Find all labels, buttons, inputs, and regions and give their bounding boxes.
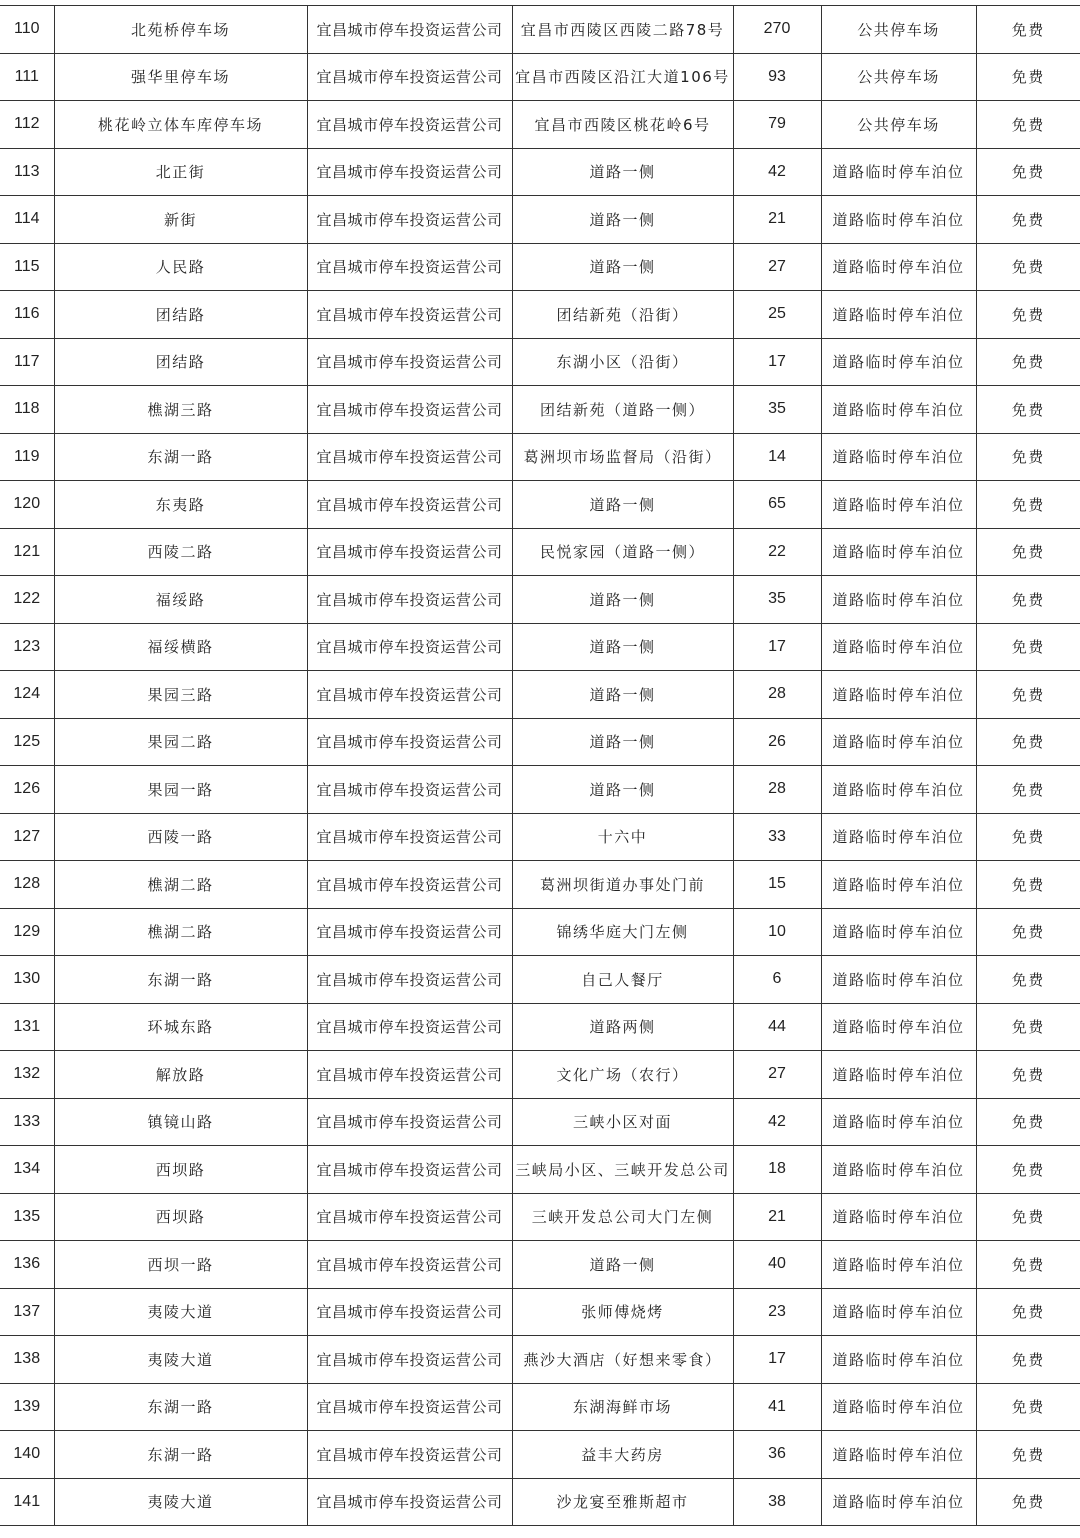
row-number-cell: 118 (0, 386, 54, 434)
table-row (0, 718, 1080, 766)
fee-cell: 免费 (976, 53, 1080, 101)
location-cell: 张师傅烧烤 (512, 1288, 733, 1336)
parking-type-cell: 道路临时停车泊位 (821, 956, 976, 1004)
space-count-cell: 6 (733, 956, 821, 1004)
row-number-cell: 131 (0, 1003, 54, 1051)
table-row (0, 1051, 1080, 1099)
table-row (0, 481, 1080, 529)
location-cell: 三峡开发总公司大门左侧 (512, 1193, 733, 1241)
location-cell: 道路一侧 (512, 243, 733, 291)
table-row (0, 1098, 1080, 1146)
row-number-cell: 128 (0, 861, 54, 909)
parking-name-cell: 强华里停车场 (54, 53, 307, 101)
parking-type-cell: 道路临时停车泊位 (821, 623, 976, 671)
parking-name-cell: 东夷路 (54, 481, 307, 529)
location-cell: 益丰大药房 (512, 1431, 733, 1479)
table-row (0, 671, 1080, 719)
parking-name-cell: 果园三路 (54, 671, 307, 719)
parking-type-cell: 道路临时停车泊位 (821, 1146, 976, 1194)
row-number-cell: 137 (0, 1288, 54, 1336)
operator-cell: 宜昌城市停车投资运营公司 (307, 1051, 512, 1099)
location-cell: 道路一侧 (512, 623, 733, 671)
parking-name-cell: 西坝一路 (54, 1241, 307, 1289)
fee-cell: 免费 (976, 338, 1080, 386)
space-count-cell: 33 (733, 813, 821, 861)
operator-cell: 宜昌城市停车投资运营公司 (307, 1193, 512, 1241)
parking-type-cell: 道路临时停车泊位 (821, 196, 976, 244)
location-cell: 三峡小区对面 (512, 1098, 733, 1146)
operator-cell: 宜昌城市停车投资运营公司 (307, 53, 512, 101)
location-cell: 自己人餐厅 (512, 956, 733, 1004)
parking-name-cell: 果园一路 (54, 766, 307, 814)
space-count-cell: 23 (733, 1288, 821, 1336)
table-row (0, 53, 1080, 101)
fee-cell: 免费 (976, 481, 1080, 529)
operator-cell: 宜昌城市停车投资运营公司 (307, 1478, 512, 1526)
table-row (0, 1383, 1080, 1431)
operator-cell: 宜昌城市停车投资运营公司 (307, 908, 512, 956)
fee-cell: 免费 (976, 1003, 1080, 1051)
row-number-cell: 138 (0, 1336, 54, 1384)
fee-cell: 免费 (976, 718, 1080, 766)
fee-cell: 免费 (976, 528, 1080, 576)
fee-cell: 免费 (976, 623, 1080, 671)
operator-cell: 宜昌城市停车投资运营公司 (307, 623, 512, 671)
table-row (0, 1003, 1080, 1051)
parking-type-cell: 道路临时停车泊位 (821, 671, 976, 719)
row-number-cell: 129 (0, 908, 54, 956)
parking-type-cell: 公共停车场 (821, 101, 976, 149)
space-count-cell: 25 (733, 291, 821, 339)
row-number-cell: 135 (0, 1193, 54, 1241)
fee-cell: 免费 (976, 291, 1080, 339)
row-number-cell: 140 (0, 1431, 54, 1479)
table-row (0, 386, 1080, 434)
location-cell: 道路一侧 (512, 671, 733, 719)
space-count-cell: 28 (733, 671, 821, 719)
space-count-cell: 42 (733, 1098, 821, 1146)
space-count-cell: 27 (733, 1051, 821, 1099)
row-number-cell: 112 (0, 101, 54, 149)
parking-name-cell: 团结路 (54, 338, 307, 386)
row-number-cell: 113 (0, 148, 54, 196)
parking-type-cell: 道路临时停车泊位 (821, 243, 976, 291)
operator-cell: 宜昌城市停车投资运营公司 (307, 243, 512, 291)
parking-name-cell: 人民路 (54, 243, 307, 291)
operator-cell: 宜昌城市停车投资运营公司 (307, 718, 512, 766)
operator-cell: 宜昌城市停车投资运营公司 (307, 766, 512, 814)
fee-cell: 免费 (976, 1193, 1080, 1241)
parking-type-cell: 道路临时停车泊位 (821, 433, 976, 481)
space-count-cell: 17 (733, 338, 821, 386)
row-number-cell: 123 (0, 623, 54, 671)
operator-cell: 宜昌城市停车投资运营公司 (307, 956, 512, 1004)
fee-cell: 免费 (976, 1051, 1080, 1099)
operator-cell: 宜昌城市停车投资运营公司 (307, 1003, 512, 1051)
location-cell: 锦绣华庭大门左侧 (512, 908, 733, 956)
fee-cell: 免费 (976, 1098, 1080, 1146)
table-row (0, 956, 1080, 1004)
space-count-cell: 35 (733, 386, 821, 434)
table-row (0, 1478, 1080, 1526)
row-number-cell: 122 (0, 576, 54, 624)
location-cell: 道路一侧 (512, 148, 733, 196)
parking-name-cell: 东湖一路 (54, 433, 307, 481)
table-row (0, 1146, 1080, 1194)
parking-name-cell: 新街 (54, 196, 307, 244)
parking-name-cell: 夷陵大道 (54, 1478, 307, 1526)
row-number-cell: 139 (0, 1383, 54, 1431)
space-count-cell: 26 (733, 718, 821, 766)
location-cell: 东湖小区（沿街） (512, 338, 733, 386)
parking-type-cell: 道路临时停车泊位 (821, 1003, 976, 1051)
space-count-cell: 270 (733, 6, 821, 54)
location-cell: 宜昌市西陵区西陵二路78号 (512, 6, 733, 54)
operator-cell: 宜昌城市停车投资运营公司 (307, 481, 512, 529)
space-count-cell: 21 (733, 1193, 821, 1241)
parking-type-cell: 公共停车场 (821, 6, 976, 54)
row-number-cell: 110 (0, 6, 54, 54)
operator-cell: 宜昌城市停车投资运营公司 (307, 6, 512, 54)
fee-cell: 免费 (976, 766, 1080, 814)
operator-cell: 宜昌城市停车投资运营公司 (307, 196, 512, 244)
table-row (0, 1193, 1080, 1241)
location-cell: 团结新苑（沿街） (512, 291, 733, 339)
parking-name-cell: 东湖一路 (54, 956, 307, 1004)
row-number-cell: 111 (0, 53, 54, 101)
operator-cell: 宜昌城市停车投资运营公司 (307, 1288, 512, 1336)
table-row (0, 243, 1080, 291)
row-number-cell: 120 (0, 481, 54, 529)
parking-type-cell: 道路临时停车泊位 (821, 1098, 976, 1146)
parking-name-cell: 西陵二路 (54, 528, 307, 576)
space-count-cell: 38 (733, 1478, 821, 1526)
parking-type-cell: 道路临时停车泊位 (821, 1051, 976, 1099)
operator-cell: 宜昌城市停车投资运营公司 (307, 1241, 512, 1289)
fee-cell: 免费 (976, 908, 1080, 956)
parking-name-cell: 福绥横路 (54, 623, 307, 671)
fee-cell: 免费 (976, 861, 1080, 909)
parking-type-cell: 道路临时停车泊位 (821, 813, 976, 861)
parking-name-cell: 樵湖二路 (54, 908, 307, 956)
location-cell: 沙龙宴至雅斯超市 (512, 1478, 733, 1526)
table-row (0, 101, 1080, 149)
row-number-cell: 126 (0, 766, 54, 814)
fee-cell: 免费 (976, 101, 1080, 149)
parking-name-cell: 果园二路 (54, 718, 307, 766)
parking-name-cell: 西坝路 (54, 1146, 307, 1194)
location-cell: 燕沙大酒店（好想来零食） (512, 1336, 733, 1384)
parking-type-cell: 道路临时停车泊位 (821, 1336, 976, 1384)
table-row (0, 148, 1080, 196)
table-row (0, 1241, 1080, 1289)
parking-type-cell: 道路临时停车泊位 (821, 1431, 976, 1479)
parking-name-cell: 北苑桥停车场 (54, 6, 307, 54)
table-body (0, 6, 1080, 1526)
fee-cell: 免费 (976, 433, 1080, 481)
location-cell: 道路一侧 (512, 576, 733, 624)
parking-name-cell: 解放路 (54, 1051, 307, 1099)
fee-cell: 免费 (976, 956, 1080, 1004)
fee-cell: 免费 (976, 243, 1080, 291)
row-number-cell: 125 (0, 718, 54, 766)
location-cell: 东湖海鲜市场 (512, 1383, 733, 1431)
table-row (0, 813, 1080, 861)
table-row (0, 1431, 1080, 1479)
parking-type-cell: 道路临时停车泊位 (821, 1288, 976, 1336)
fee-cell: 免费 (976, 671, 1080, 719)
parking-name-cell: 夷陵大道 (54, 1336, 307, 1384)
row-number-cell: 127 (0, 813, 54, 861)
parking-type-cell: 道路临时停车泊位 (821, 718, 976, 766)
location-cell: 道路一侧 (512, 196, 733, 244)
table-row (0, 338, 1080, 386)
parking-type-cell: 道路临时停车泊位 (821, 766, 976, 814)
location-cell: 民悦家园（道路一侧） (512, 528, 733, 576)
fee-cell: 免费 (976, 148, 1080, 196)
space-count-cell: 21 (733, 196, 821, 244)
parking-type-cell: 道路临时停车泊位 (821, 861, 976, 909)
row-number-cell: 130 (0, 956, 54, 1004)
space-count-cell: 28 (733, 766, 821, 814)
parking-type-cell: 道路临时停车泊位 (821, 338, 976, 386)
parking-type-cell: 公共停车场 (821, 53, 976, 101)
space-count-cell: 15 (733, 861, 821, 909)
fee-cell: 免费 (976, 1288, 1080, 1336)
parking-name-cell: 福绥路 (54, 576, 307, 624)
operator-cell: 宜昌城市停车投资运营公司 (307, 101, 512, 149)
row-number-cell: 124 (0, 671, 54, 719)
fee-cell: 免费 (976, 386, 1080, 434)
parking-name-cell: 东湖一路 (54, 1431, 307, 1479)
parking-type-cell: 道路临时停车泊位 (821, 291, 976, 339)
table-row (0, 623, 1080, 671)
parking-name-cell: 东湖一路 (54, 1383, 307, 1431)
table-row (0, 6, 1080, 54)
parking-type-cell: 道路临时停车泊位 (821, 148, 976, 196)
location-cell: 团结新苑（道路一侧） (512, 386, 733, 434)
row-number-cell: 121 (0, 528, 54, 576)
parking-type-cell: 道路临时停车泊位 (821, 481, 976, 529)
operator-cell: 宜昌城市停车投资运营公司 (307, 1146, 512, 1194)
space-count-cell: 44 (733, 1003, 821, 1051)
operator-cell: 宜昌城市停车投资运营公司 (307, 861, 512, 909)
location-cell: 道路一侧 (512, 718, 733, 766)
space-count-cell: 35 (733, 576, 821, 624)
table-row (0, 861, 1080, 909)
parking-name-cell: 西陵一路 (54, 813, 307, 861)
row-number-cell: 114 (0, 196, 54, 244)
parking-name-cell: 团结路 (54, 291, 307, 339)
space-count-cell: 40 (733, 1241, 821, 1289)
parking-name-cell: 西坝路 (54, 1193, 307, 1241)
fee-cell: 免费 (976, 1336, 1080, 1384)
parking-type-cell: 道路临时停车泊位 (821, 386, 976, 434)
operator-cell: 宜昌城市停车投资运营公司 (307, 1098, 512, 1146)
location-cell: 道路一侧 (512, 481, 733, 529)
table-row (0, 291, 1080, 339)
fee-cell: 免费 (976, 1146, 1080, 1194)
fee-cell: 免费 (976, 1383, 1080, 1431)
parking-type-cell: 道路临时停车泊位 (821, 1383, 976, 1431)
fee-cell: 免费 (976, 576, 1080, 624)
table-row (0, 196, 1080, 244)
operator-cell: 宜昌城市停车投资运营公司 (307, 813, 512, 861)
parking-type-cell: 道路临时停车泊位 (821, 1241, 976, 1289)
location-cell: 葛洲坝市场监督局（沿街） (512, 433, 733, 481)
table-row (0, 528, 1080, 576)
location-cell: 文化广场（农行） (512, 1051, 733, 1099)
location-cell: 宜昌市西陵区桃花岭6号 (512, 101, 733, 149)
row-number-cell: 117 (0, 338, 54, 386)
row-number-cell: 116 (0, 291, 54, 339)
operator-cell: 宜昌城市停车投资运营公司 (307, 576, 512, 624)
fee-cell: 免费 (976, 196, 1080, 244)
row-number-cell: 132 (0, 1051, 54, 1099)
space-count-cell: 41 (733, 1383, 821, 1431)
operator-cell: 宜昌城市停车投资运营公司 (307, 1383, 512, 1431)
table-row (0, 433, 1080, 481)
space-count-cell: 14 (733, 433, 821, 481)
operator-cell: 宜昌城市停车投资运营公司 (307, 671, 512, 719)
row-number-cell: 133 (0, 1098, 54, 1146)
fee-cell: 免费 (976, 1431, 1080, 1479)
parking-name-cell: 夷陵大道 (54, 1288, 307, 1336)
fee-cell: 免费 (976, 1241, 1080, 1289)
space-count-cell: 18 (733, 1146, 821, 1194)
row-number-cell: 141 (0, 1478, 54, 1526)
operator-cell: 宜昌城市停车投资运营公司 (307, 1431, 512, 1479)
space-count-cell: 22 (733, 528, 821, 576)
space-count-cell: 93 (733, 53, 821, 101)
operator-cell: 宜昌城市停车投资运营公司 (307, 386, 512, 434)
location-cell: 三峡局小区、三峡开发总公司 (512, 1146, 733, 1194)
space-count-cell: 65 (733, 481, 821, 529)
location-cell: 十六中 (512, 813, 733, 861)
space-count-cell: 17 (733, 1336, 821, 1384)
row-number-cell: 115 (0, 243, 54, 291)
table-row (0, 1288, 1080, 1336)
space-count-cell: 42 (733, 148, 821, 196)
table-row (0, 766, 1080, 814)
space-count-cell: 27 (733, 243, 821, 291)
parking-name-cell: 环城东路 (54, 1003, 307, 1051)
parking-name-cell: 樵湖二路 (54, 861, 307, 909)
fee-cell: 免费 (976, 813, 1080, 861)
table-row (0, 1336, 1080, 1384)
location-cell: 葛洲坝街道办事处门前 (512, 861, 733, 909)
parking-name-cell: 桃花岭立体车库停车场 (54, 101, 307, 149)
location-cell: 宜昌市西陵区沿江大道106号 (512, 53, 733, 101)
fee-cell: 免费 (976, 6, 1080, 54)
table-row (0, 908, 1080, 956)
location-cell: 道路一侧 (512, 1241, 733, 1289)
space-count-cell: 10 (733, 908, 821, 956)
parking-table (0, 5, 1080, 1526)
location-cell: 道路两侧 (512, 1003, 733, 1051)
parking-type-cell: 道路临时停车泊位 (821, 1193, 976, 1241)
parking-name-cell: 镇镜山路 (54, 1098, 307, 1146)
parking-name-cell: 樵湖三路 (54, 386, 307, 434)
row-number-cell: 119 (0, 433, 54, 481)
operator-cell: 宜昌城市停车投资运营公司 (307, 1336, 512, 1384)
parking-type-cell: 道路临时停车泊位 (821, 1478, 976, 1526)
parking-name-cell: 北正街 (54, 148, 307, 196)
operator-cell: 宜昌城市停车投资运营公司 (307, 528, 512, 576)
parking-type-cell: 道路临时停车泊位 (821, 576, 976, 624)
parking-type-cell: 道路临时停车泊位 (821, 908, 976, 956)
row-number-cell: 134 (0, 1146, 54, 1194)
fee-cell: 免费 (976, 1478, 1080, 1526)
operator-cell: 宜昌城市停车投资运营公司 (307, 338, 512, 386)
operator-cell: 宜昌城市停车投资运营公司 (307, 433, 512, 481)
operator-cell: 宜昌城市停车投资运营公司 (307, 291, 512, 339)
parking-type-cell: 道路临时停车泊位 (821, 528, 976, 576)
operator-cell: 宜昌城市停车投资运营公司 (307, 148, 512, 196)
space-count-cell: 79 (733, 101, 821, 149)
space-count-cell: 17 (733, 623, 821, 671)
location-cell: 道路一侧 (512, 766, 733, 814)
space-count-cell: 36 (733, 1431, 821, 1479)
table-row (0, 576, 1080, 624)
row-number-cell: 136 (0, 1241, 54, 1289)
